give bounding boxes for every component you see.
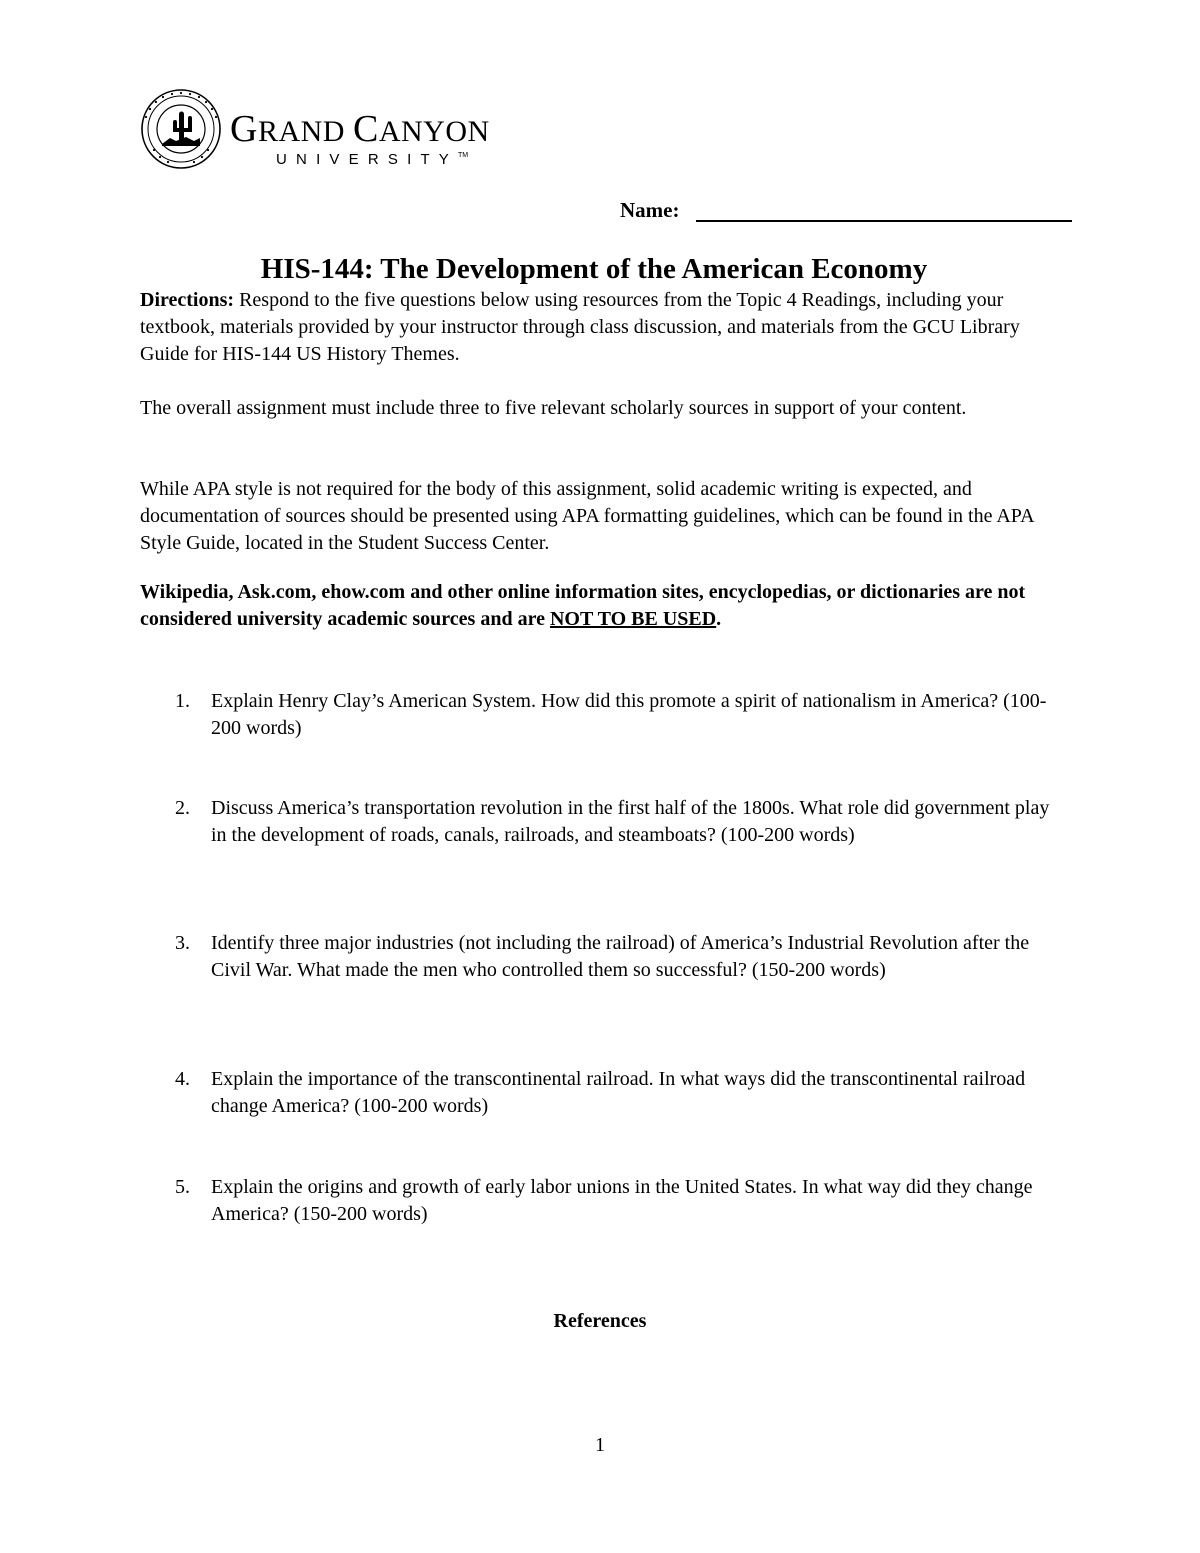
university-seal-icon [140,88,222,170]
question-text: Explain Henry Clay’s American System. How did this promote a spirit of nationalism in America? (100-200 words) [211,690,1047,739]
directions-label: Directions: [140,289,235,311]
page-number: 1 [595,1434,605,1456]
directions-text: Respond to the five questions below using resources from the Topic 4 Readings, including your textbook, materials provided by your instructor through class discussion, and materials from the GCU Library Guide for HIS-144 US History Themes. [140,289,1020,365]
question-text: Discuss America’s transportation revolution in the first half of the 1800s. What role did government play in the development of roads, canals, railroads, and steamboats? (100-200 words) [211,797,1050,846]
directions-paragraph [140,287,1060,368]
logo-wordmark: GRAND CANYON [230,108,490,150]
name-field [620,196,1072,224]
question-number: 3. [175,932,190,954]
name-label: Name: [620,198,680,222]
question-text: Explain the importance of the transcontinental railroad. In what ways did the transcontinental railroad change America? (100-200 words) [211,1068,1026,1117]
references-heading: References [553,1310,647,1332]
question-number: 4. [175,1068,190,1090]
question-number: 1. [175,690,190,712]
question-number: 5. [175,1176,190,1198]
apa-paragraph: While APA style is not required for the body of this assignment, solid academic writing is expected, and documentation of sources should be presented using APA formatting guidelines, which can be found in the APA Style Guide, located in the Student Success Center. [140,478,1034,554]
name-blank-line [696,220,1072,222]
overall-paragraph: The overall assignment must include three to five relevant scholarly sources in support of your content. [140,397,967,419]
not-to-be-used-text: NOT TO BE USED [549,608,717,630]
page-title: HIS-144: The Development of the American Economy [260,253,928,285]
question-number: 2. [175,797,190,819]
sources-warning-paragraph: Wikipedia, Ask.com, ehow.com and other online information sites, encyclopedias, or dictionaries are not considered university academic sources and are NOT TO BE USED. [140,581,1026,630]
question-text: Explain the origins and growth of early labor unions in the United States. In what way did they change America? (150-200 words) [211,1176,1033,1225]
question-text: Identify three major industries (not including the railroad) of America’s Industrial Revolution after the Civil War. What made the men who controlled them so successful? (150-200 words) [211,932,1030,981]
university-logo [140,88,500,170]
logo-subtitle: UNIVERSITY™ [276,151,469,168]
